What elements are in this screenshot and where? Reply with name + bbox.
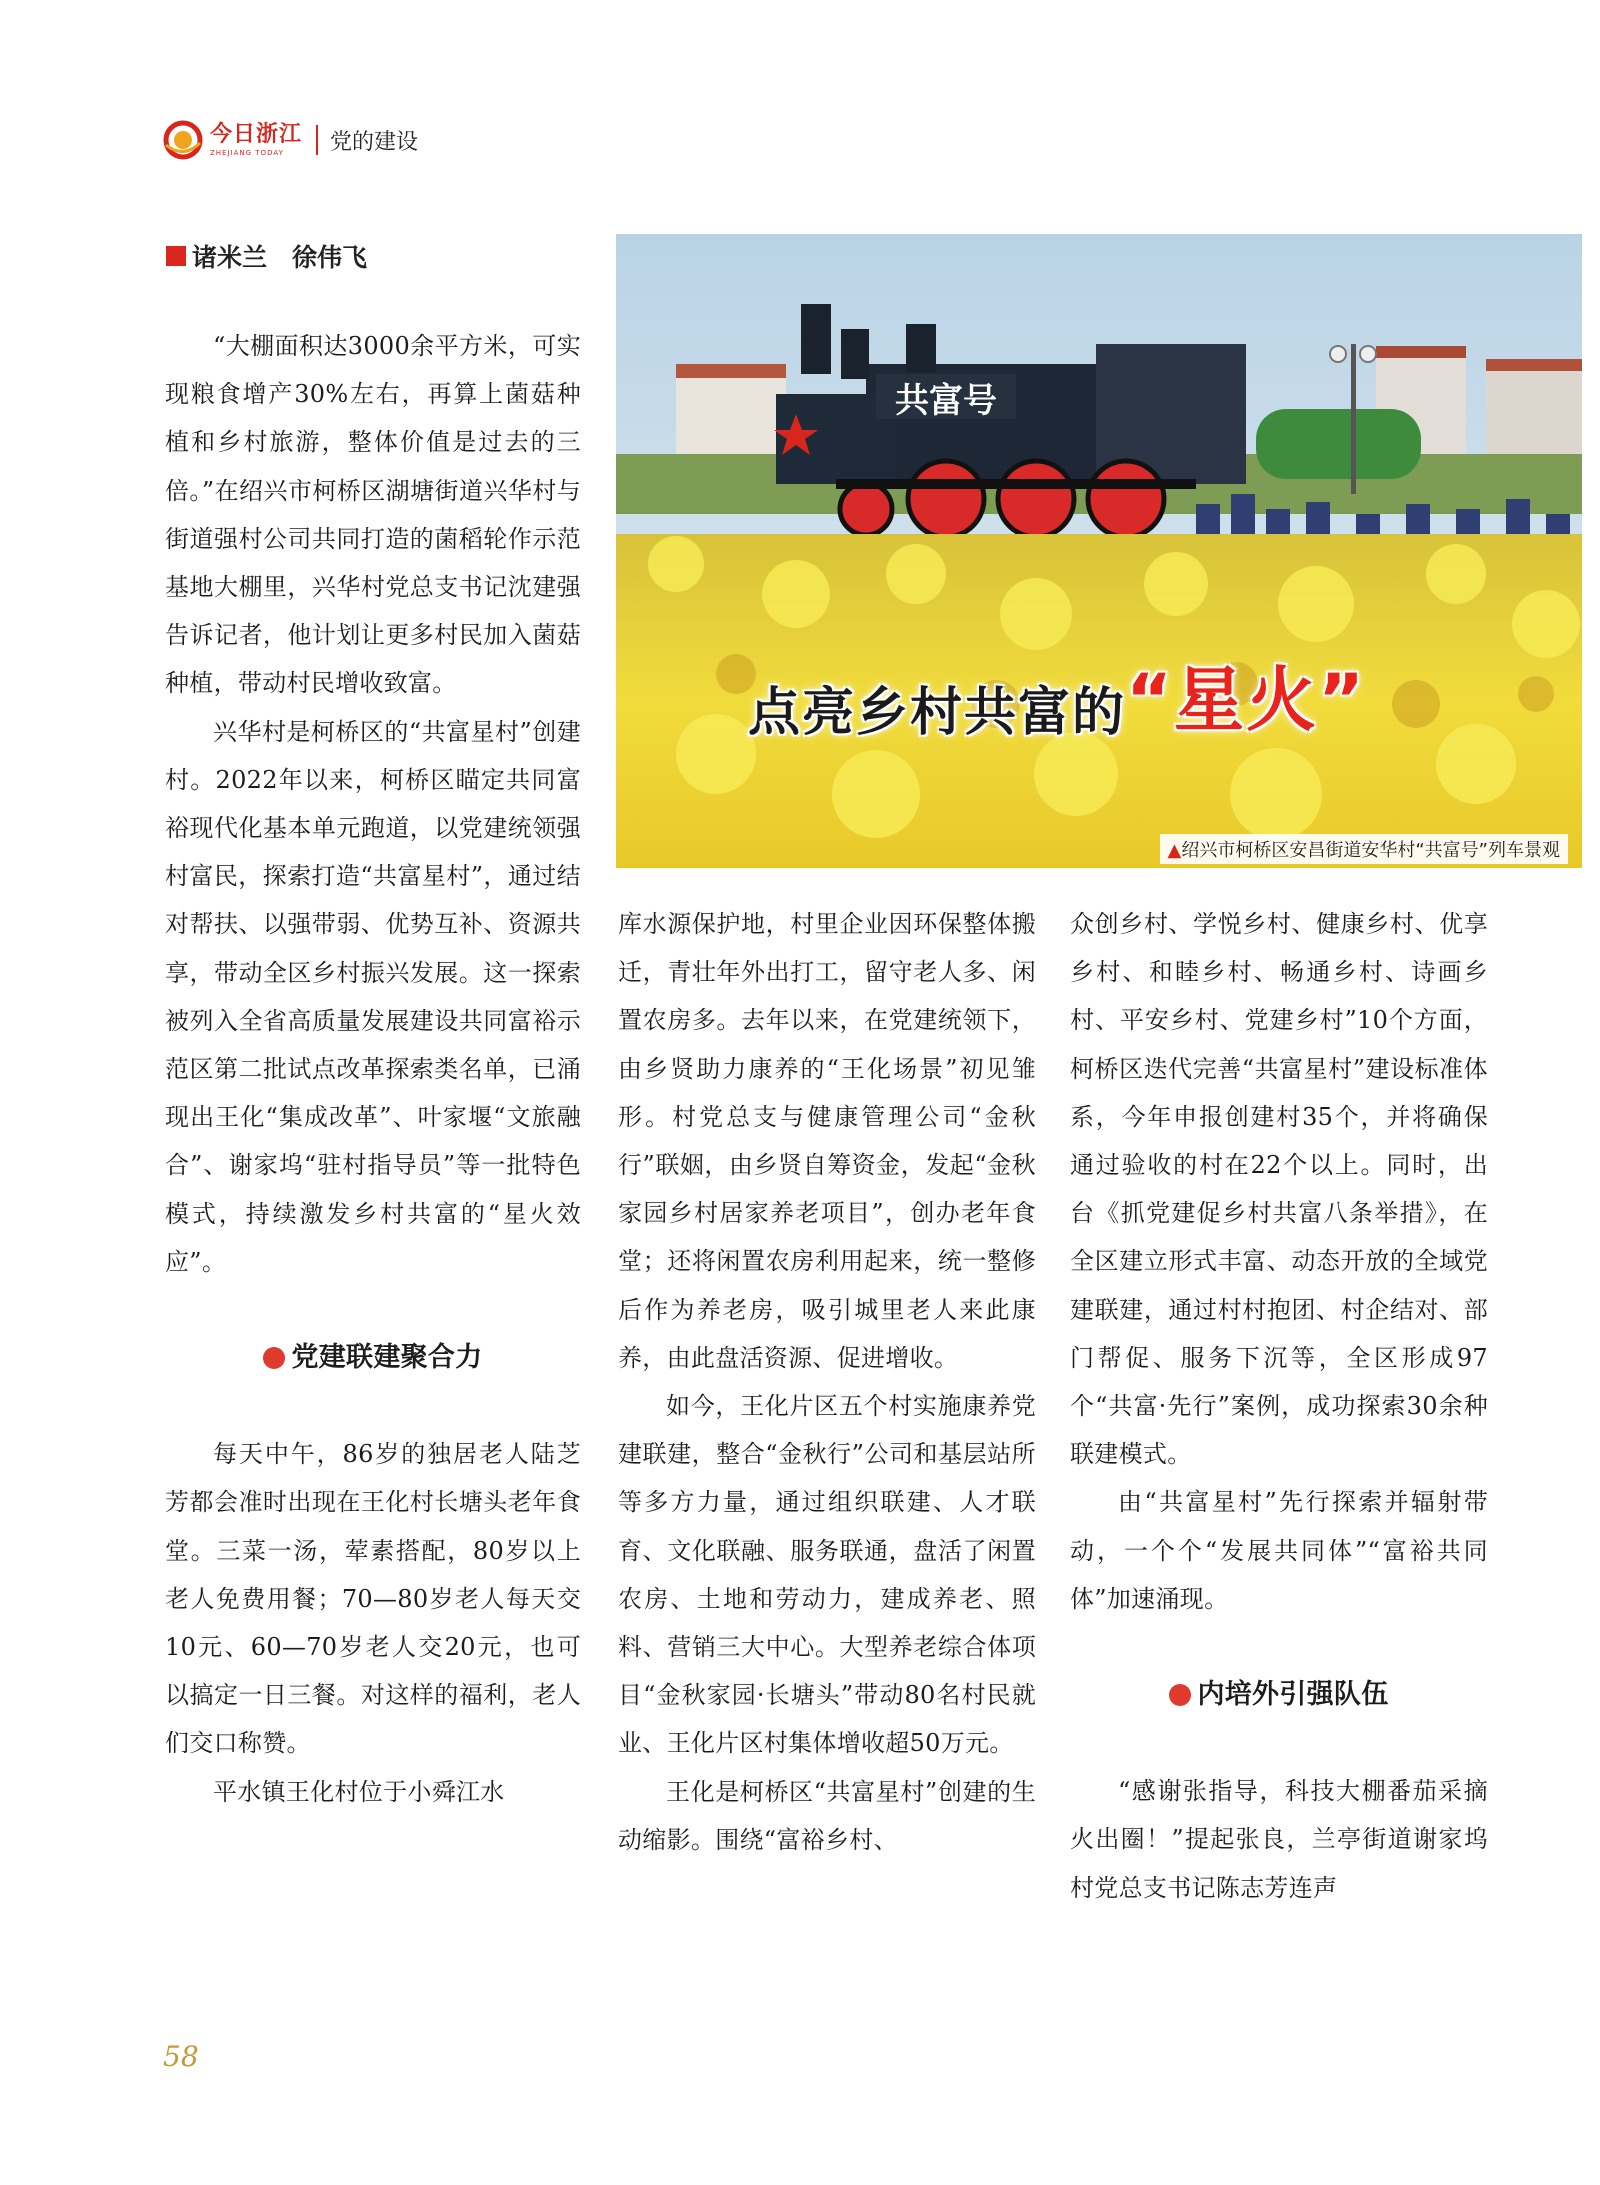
section-heading-1	[165, 1334, 581, 1382]
headline-emphasis: “星火”	[1126, 659, 1367, 741]
train-sign: 共富号	[895, 381, 997, 421]
red-dot-icon	[1169, 1684, 1191, 1706]
logo-cn: 今日浙江	[210, 121, 303, 147]
text-column-3	[1070, 900, 1488, 1912]
paragraph: 王化是柯桥区“共富星村”创建的生动缩影。围绕“富裕乡村、	[618, 1777, 1036, 1854]
page-number: 58	[163, 2040, 199, 2073]
paragraph: “大棚面积达3000余平方米，可实现粮食增产30%左右，再算上菌菇种植和乡村旅游，整体价值是过去的三倍。”在绍兴市柯桥区湖塘街道兴华村与街道强村公司共同打造的菌稻轮作示范基地大棚里，兴华村党总支书记沈建强告诉记者，他计划让更多村民加入菌菇种植，带动村民增收致富。	[165, 332, 581, 698]
paragraph: 如今，王化片区五个村实施康养党建联建，整合“金秋行”公司和基层站所等多方力量，通过组织联建、人才联育、文化联融、服务联通，盘活了闲置农房、土地和劳动力，建成养老、照料、营销三大中心。大型养老综合体项目“金秋家园·长塘头”带动80名村民就业、王化片区村集体增收超50万元。	[618, 1392, 1036, 1758]
paragraph-continued: 众创乡村、学悦乡村、健康乡村、优享乡村、和睦乡村、畅通乡村、诗画乡村、平安乡村、党建乡村”10个方面，柯桥区迭代完善“共富星村”建设标准体系，今年申报创建村35个，并将确保通过验收的村在22个以上。同时，出台《抓党建促乡村共富八条举措》，在全区建立形式丰富、动态开放的全域党建联建，通过村村抱团、村企结对、部门帮促、服务下沉等，全区形成97个“共富·先行”案例，成功探索30余种联建模式。	[1070, 910, 1488, 1469]
paragraph: 平水镇王化村位于小舜江水	[213, 1777, 505, 1806]
caption-text: 绍兴市柯桥区安昌街道安华村“共富号”列车景观	[1181, 840, 1560, 861]
section-heading-text: 党建联建聚合力	[291, 1342, 483, 1374]
paragraph: 由“共富星村”先行探索并辐射带动，一个个“发展共同体”“富裕共同体”加速涌现。	[1070, 1488, 1488, 1613]
byline-authors: 诸米兰 徐伟飞	[192, 243, 368, 272]
paragraph-continued: 库水源保护地，村里企业因环保整体搬迁，青壮年外出打工，留守老人多、闲置农房多。去年以来，在党建统领下，由乡贤助力康养的“王化场景”初见雏形。村党总支与健康管理公司“金秋行”联姻，由乡贤自筹资金，发起“金秋家园乡村居家养老项目”，创办老年食堂；还将闲置农房利用起来，统一整修后作为养老房，吸引城里老人来此康养，由此盘活资源、促进增收。	[618, 910, 1036, 1372]
red-square-icon	[166, 246, 186, 266]
text-column-2	[618, 900, 1036, 1864]
header-divider	[316, 125, 318, 155]
paragraph: 兴华村是柯桥区的“共富星村”创建村。2022年以来，柯桥区瞄定共同富裕现代化基本单元跑道，以党建统领强村富民，探索打造“共富星村”，通过结对帮扶、以强带弱、优势互补、资源共享，带动全区乡村振兴发展。这一探索被列入全省高质量发展建设共同富裕示范区第二批试点改革探索类名单，已涌现出王化“集成改革”、叶家堰“文旅融合”、谢家坞“驻村指导员”等一批特色模式，持续激发乡村共富的“星火效应”。	[165, 717, 581, 1276]
feature-photo	[616, 234, 1582, 868]
page-header	[162, 118, 418, 162]
headline-prefix: 点亮乡村共富的	[748, 683, 1127, 743]
red-dot-icon	[263, 1347, 285, 1369]
article-headline	[748, 650, 1366, 751]
zhejiang-today-logo-icon	[162, 119, 204, 161]
triangle-icon: ▲	[1167, 840, 1182, 861]
section-heading-text: 内培外引强队伍	[1197, 1679, 1389, 1711]
byline	[166, 238, 367, 274]
logo-en: ZHEJIANG TODAY	[210, 148, 284, 157]
paragraph: “感谢张指导，科技大棚番茄采摘火出圈！”提起张良，兰亭街道谢家坞村党总支书记陈志芳连声	[1070, 1777, 1488, 1902]
text-column-1	[165, 322, 581, 1816]
train-landscape-illustration	[616, 234, 1582, 868]
photo-caption	[1160, 834, 1569, 864]
paragraph: 每天中午，86岁的独居老人陆芝芳都会准时出现在王化村长塘头老年食堂。三菜一汤，荤素搭配，80岁以上老人免费用餐；70—80岁老人每天交10元、60—70岁老人交20元，也可以搞定一日三餐。对这样的福利，老人们交口称赞。	[165, 1440, 581, 1758]
section-heading-2	[1070, 1671, 1488, 1719]
logo-wordmark	[210, 121, 303, 157]
section-name: 党的建设	[330, 129, 419, 155]
